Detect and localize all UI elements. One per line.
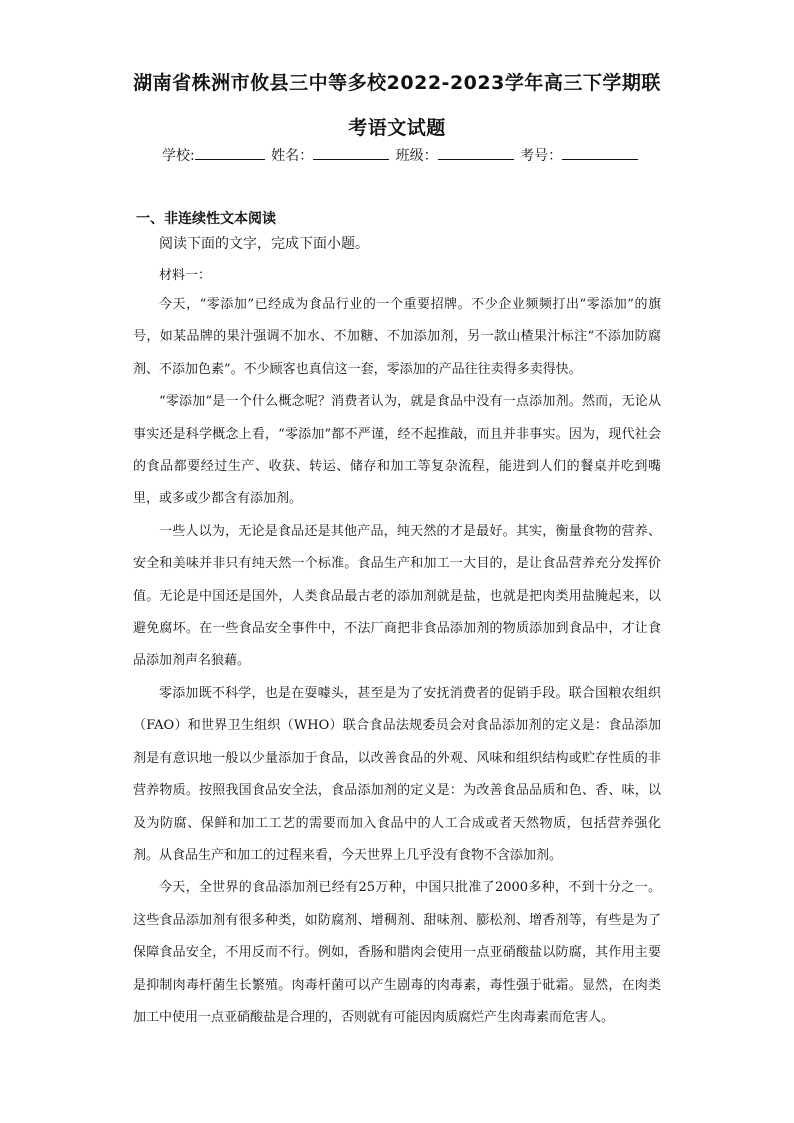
school-label: 学校:	[162, 148, 195, 164]
paragraph: “零添加”是一个什么概念呢？消费者认为，就是食品中没有一点添加剂。然而，无论从事实还是科学概念上看，“零添加”都不严谨，经不起推敲，而且并非事实。因为，现代社会的食品都要经过生产、收获、转运、储存和加工等复杂流程，能进到人们的餐桌并吃到嘴里，或多或少都含有添加剂。	[133, 394, 661, 507]
paragraph: 零添加既不科学，也是在耍噱头，甚至是为了安抚消费者的促销手段。联合国粮农组织（FAO）和世界卫生组织（WHO）联合食品法规委员会对食品添加剂的定义是：食品添加剂是有意识地一般以少量添加于食品，以改善食品的外观、风味和组织结构或贮存性质的非营养物质。按照我国食品安全法，食品添加剂的定义是：为改善食品品质和色、香、味，以及为防腐、保鲜和加工工艺的需要而加入食品中的人工合成或者天然物质，包括营养强化剂。从食品生产和加工的过程来看，今天世界上几乎没有食物不含添加剂。	[133, 685, 661, 863]
reading-instruction: 阅读下面的文字，完成下面小题。	[159, 236, 369, 252]
name-label: 姓名：	[271, 148, 314, 164]
name-blank	[313, 146, 389, 160]
section-heading: 一、非连续性文本阅读	[136, 211, 276, 227]
paragraph: 今天，全世界的食品添加剂已经有25万种，中国只批准了2000多种，不到十分之一。这些食品添加剂有很多种类，如防腐剂、增稠剂、甜味剂、膨松剂、增香剂等，有些是为了保障食品安全，不用反而不行。例如，香肠和腊肉会使用一点亚硝酸盐以防腐，其作用主要是抑制肉毒杆菌生长繁殖。肉毒杆菌可以产生剧毒的肉毒素，毒性强于砒霜。显然，在肉类加工中使用一点亚硝酸盐是合理的，否则就有可能因肉质腐烂产生肉毒素而危害人。	[133, 880, 661, 1025]
document-title-line2: 考语文试题	[348, 117, 446, 139]
number-label: 考号：	[520, 148, 563, 164]
document-title-line1: 湖南省株洲市攸县三中等多校2022-2023学年高三下学期联	[133, 72, 661, 94]
class-blank	[438, 146, 514, 160]
class-label: 班级：	[395, 148, 438, 164]
number-blank	[562, 146, 638, 160]
material-body	[133, 289, 661, 1034]
paragraph: 一些人以为，无论是食品还是其他产品，纯天然的才是最好。其实，衡量食物的营养、安全和美味并非只有纯天然一个标准。食品生产和加工一大目的，是让食品营养充分发挥价值。无论是中国还是国外，人类食品最古老的添加剂就是盐，也就是把肉类用盐腌起来，以避免腐坏。在一些食品安全事件中，不法厂商把非食品添加剂的物质添加到食品中，才让食品添加剂声名狼藉。	[133, 523, 661, 669]
student-info-row	[162, 145, 640, 165]
school-blank	[195, 146, 265, 160]
paragraph: 今天，“零添加”已经成为食品行业的一个重要招牌。不少企业频频打出“零添加”的旗号，如某品牌的果汁强调不加水、不加糖、不加添加剂，另一款山楂果汁标注“不添加防腐剂、不添加色素”。不少顾客也真信这一套，零添加的产品往往卖得多卖得快。	[133, 297, 661, 377]
material-label: 材料一：	[159, 268, 212, 283]
